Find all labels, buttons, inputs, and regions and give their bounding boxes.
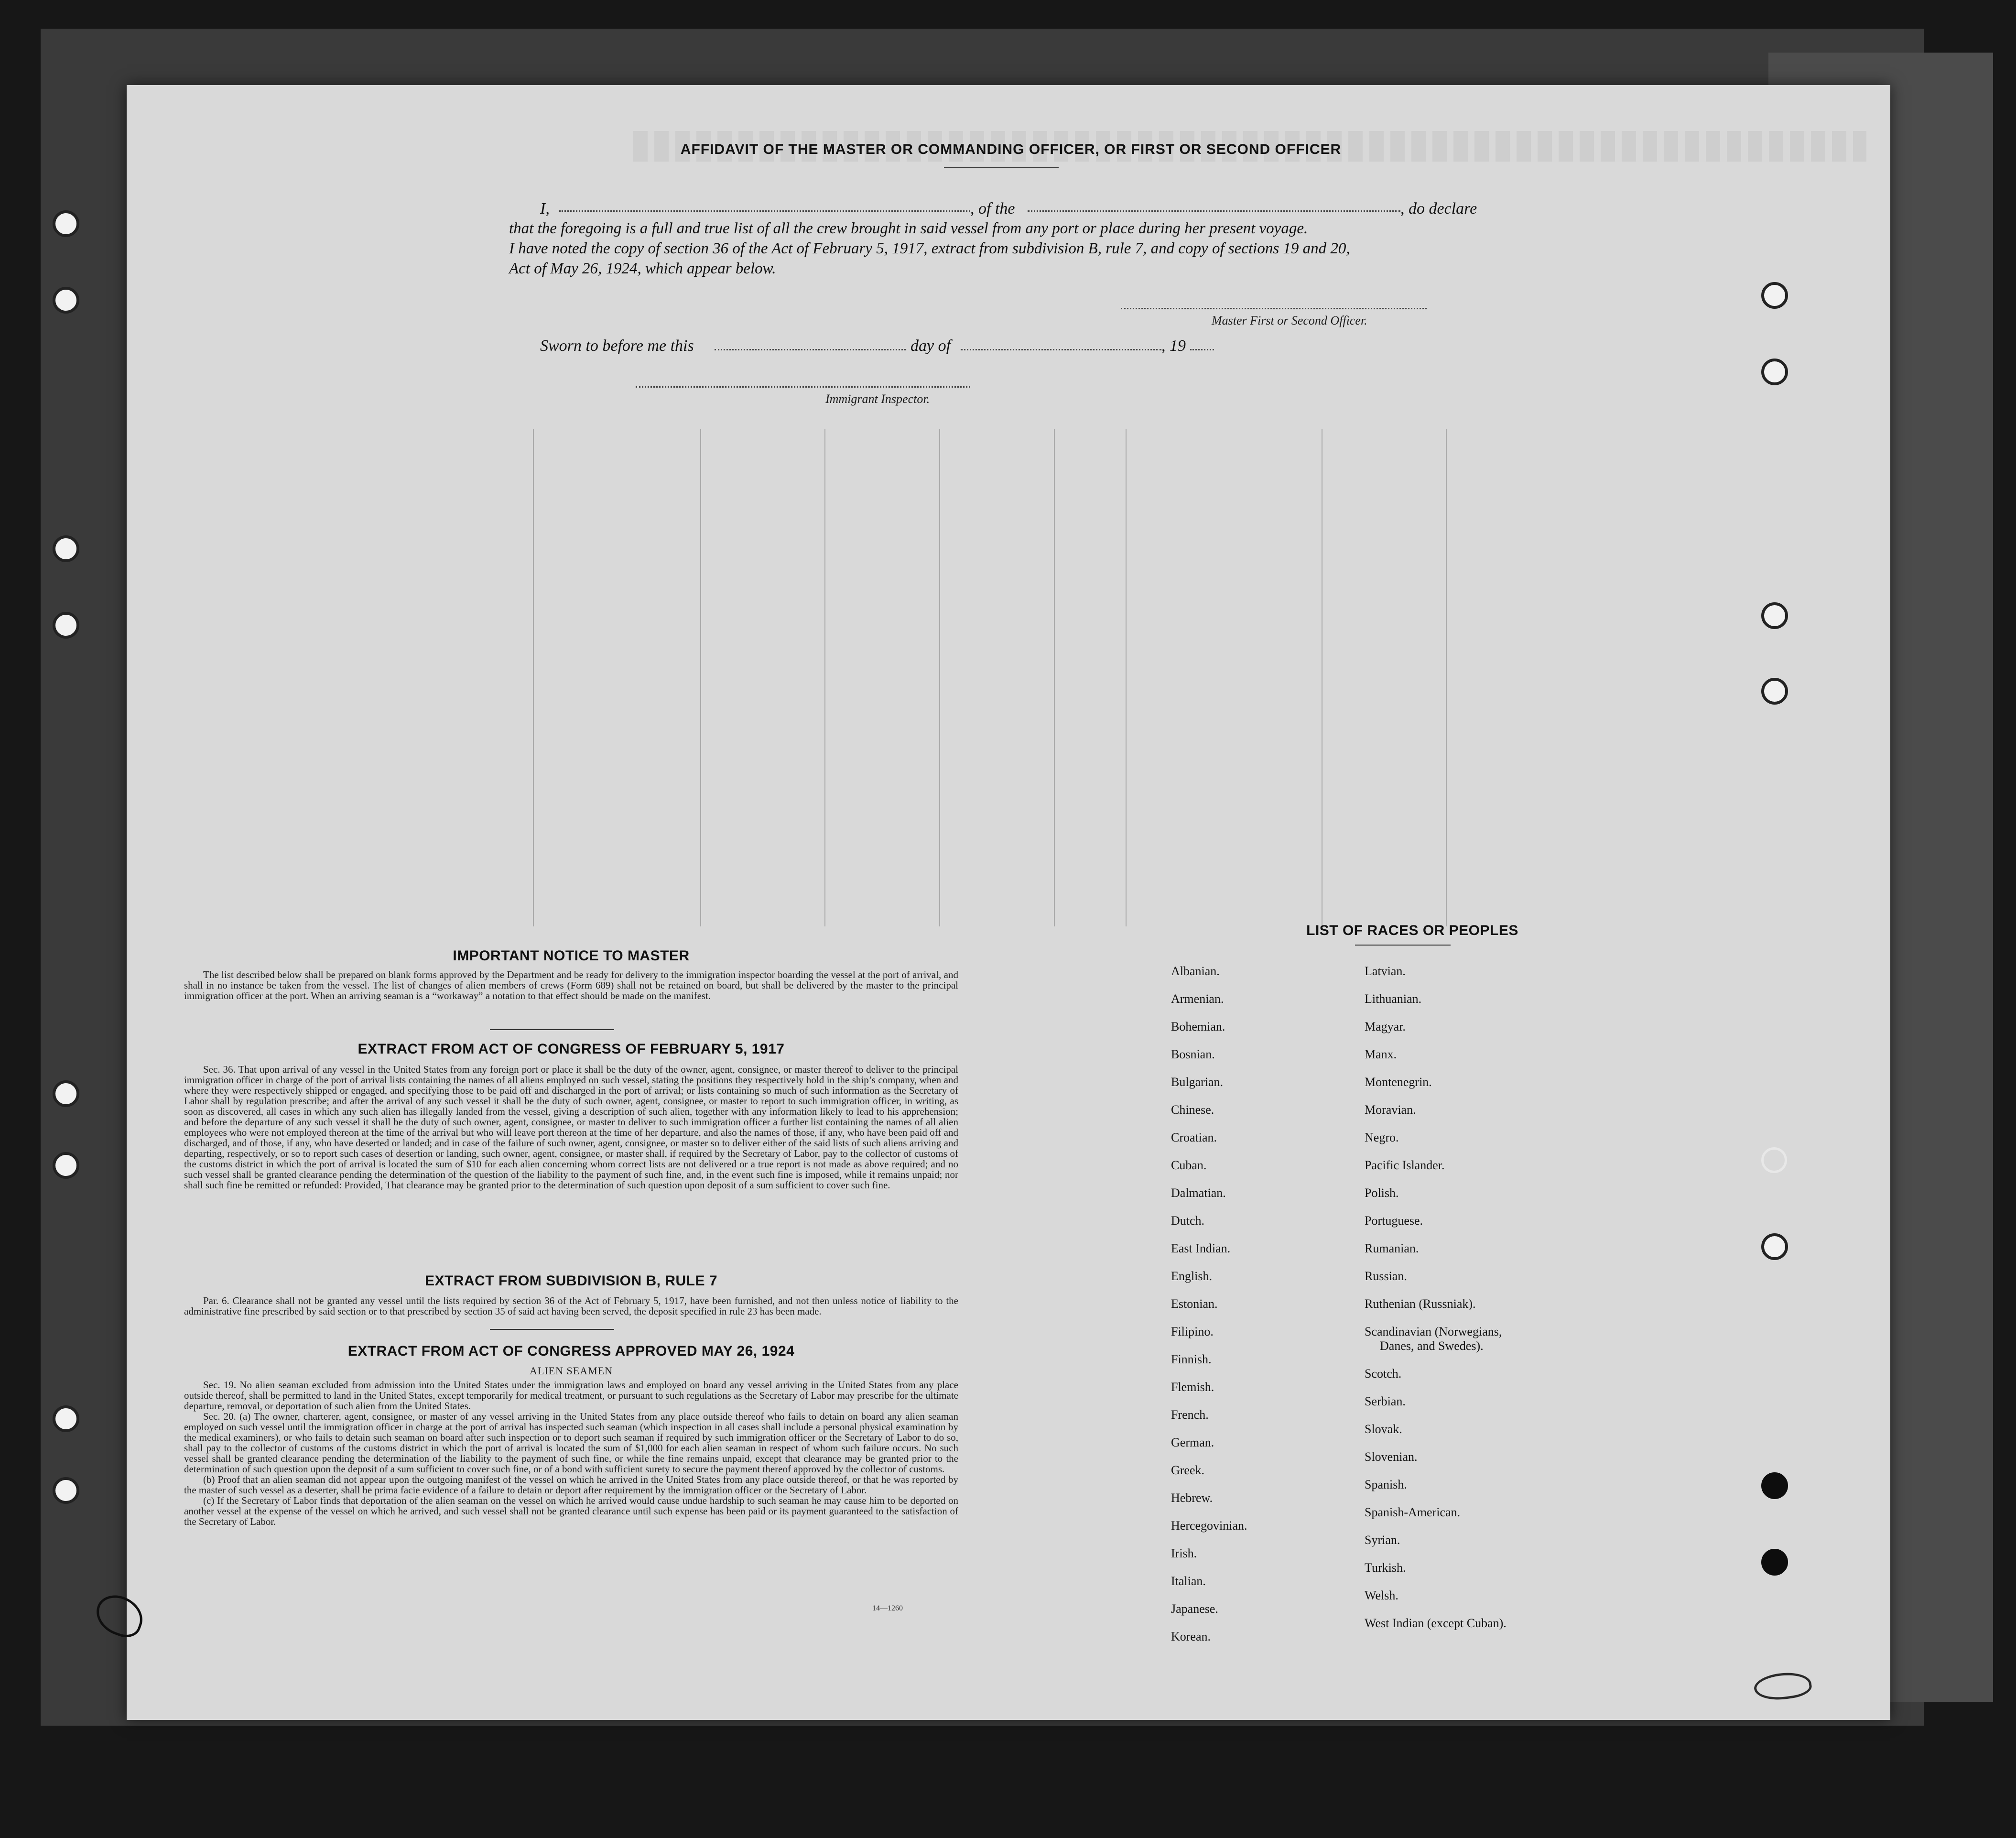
race-entry: Estonian. — [1171, 1297, 1218, 1311]
master-signature-line[interactable] — [1121, 308, 1427, 309]
race-entry: Bohemian. — [1171, 1020, 1225, 1033]
ghost-column-line — [1446, 429, 1447, 926]
vessel-blank[interactable] — [1028, 210, 1400, 212]
race-entry: Pacific Islander. — [1365, 1158, 1445, 1172]
race-entry: French. — [1171, 1408, 1209, 1422]
ghost-column-line — [533, 429, 534, 926]
extract-1917-body — [184, 1064, 958, 1190]
race-entry: Hercegovinian. — [1171, 1519, 1247, 1533]
title-rule — [944, 167, 1059, 168]
race-entry: Croatian. — [1171, 1131, 1217, 1144]
race-entry: Greek. — [1171, 1463, 1205, 1477]
race-entry: Spanish. — [1365, 1478, 1407, 1491]
affidavit-i: I, — [540, 200, 550, 218]
alien-seamen-subtitle: ALIEN SEAMEN — [530, 1365, 613, 1377]
sworn-prefix: Sworn to before me this — [540, 337, 694, 355]
race-entry: Magyar. — [1365, 1020, 1406, 1033]
sworn-year: , 19 — [1161, 337, 1186, 355]
ghost-column-line — [700, 429, 701, 926]
extract-1924-body — [184, 1380, 958, 1527]
manifest-page — [127, 85, 1890, 1720]
punch-hole — [1761, 1233, 1788, 1260]
master-signature-label: Master First or Second Officer. — [1212, 314, 1367, 327]
race-entry: Dalmatian. — [1171, 1186, 1226, 1200]
inspector-signature-line[interactable] — [636, 386, 970, 388]
punch-hole — [53, 1477, 79, 1504]
inspector-label: Immigrant Inspector. — [825, 392, 930, 406]
race-entry: Polish. — [1365, 1186, 1399, 1200]
race-entry: Bosnian. — [1171, 1047, 1215, 1061]
ghost-column-line — [1054, 429, 1055, 926]
sworn-year-blank[interactable] — [1190, 349, 1214, 350]
punch-hole — [53, 1405, 79, 1432]
rule-7-title: EXTRACT FROM SUBDIVISION B, RULE 7 — [424, 1273, 718, 1289]
sworn-day-blank[interactable] — [715, 349, 906, 350]
rule-7-body — [184, 1295, 958, 1316]
affidavit-line-4: Act of May 26, 1924, which appear below. — [509, 260, 776, 277]
race-entry: Turkish. — [1365, 1561, 1406, 1575]
race-entry: Welsh. — [1365, 1588, 1398, 1602]
race-entry: Moravian. — [1365, 1103, 1416, 1117]
extract-1917-title: EXTRACT FROM ACT OF CONGRESS OF FEBRUARY 5, 1917 — [358, 1041, 785, 1057]
section-20c-paragraph: (c) If the Secretary of Labor finds that deportation of the alien seaman on the vessel on which he arrived would cause undue hardship to such seaman he may cause him to be deported on another vessel at the expense of the vessel on which he arrived, and such vessel shall not be granted clearance until such expense has been paid or its payment guaranteed to the satisfaction of the Secretary of Labor. — [184, 1495, 958, 1527]
race-entry: West Indian (except Cuban). — [1365, 1616, 1507, 1630]
race-entry: East Indian. — [1171, 1241, 1231, 1255]
races-left-column — [1171, 957, 1247, 1651]
race-entry: Dutch. — [1171, 1214, 1205, 1228]
race-entry: Albanian. — [1171, 964, 1220, 978]
ghost-column-line — [939, 429, 940, 926]
punch-hole — [53, 612, 79, 639]
race-entry: Serbian. — [1365, 1394, 1406, 1408]
punch-hole — [1761, 1472, 1788, 1499]
race-entry: Bulgarian. — [1171, 1075, 1224, 1089]
races-right-column — [1365, 957, 1507, 1637]
races-title: LIST OF RACES OR PEOPLES — [1306, 923, 1518, 938]
section-19-paragraph: Sec. 19. No alien seaman excluded from admission into the United States under the immigration laws and employed on board any vessel arriving in the United States from any place outside thereof, shall be permitted to land in the United States, except temporarily for medical treatment, or pursuant to such regulations as the Secretary of Labor may prescribe for the ultimate departure, removal, or deportation of such alien from the United States. — [184, 1379, 958, 1412]
affidavit-line-3: I have noted the copy of section 36 of the Act of February 5, 1917, extract from subdivision B, rule 7, and copy of sections 19 and 20, — [509, 240, 1350, 257]
affidavit-line-2: that the foregoing is a full and true list of all the crew brought in said vessel from any port or place during her present voyage. — [509, 220, 1308, 237]
race-entry: Irish. — [1171, 1546, 1197, 1560]
section-36-paragraph: Sec. 36. That upon arrival of any vessel in the United States from any foreign port or place it shall be the duty of the owner, agent, consignee, or master thereof to deliver to the principal immigration officer in charge of the port of arrival lists containing the names of all aliens employed on such vessel, stating the positions they respectively hold in the ship’s company, when and where they were respectively shipped or engaged, and specifying those to be paid off and discharged in the port of arrival; or lists containing so much of such information as the Secretary of Labor shall by regulation prescribe; and after the arrival of any such vessel it shall be the duty of such owner, agent, consignee, or master to report to such immigration officer, in writing, as soon as discovered, all cases in which any such alien has illegally landed from the vessel, giving a description of such alien, together with any information likely to lead to his apprehension; and before the departure of any such vessel it shall be the duty of such owner, agent, consignee, or master to deliver to such immigration officer a further list containing the names of all alien employees who were not employed thereon at the time of the arrival but who will leave port thereon at the time of her departure, and also the names of those, if any, who have been paid off and discharged, and of those, if any, who have deserted or landed; and in case of the failure of such owner, agent, consignee, or master so to deliver either of the said lists of such aliens arriving and departing, respectively, or so to report such cases of desertion or landing, such owner, agent, consignee, or master shall, if required by the Secretary of Labor, pay to the collector of customs of the customs district in which the port of arrival is located the sum of $10 for each alien concerning whom correct lists are not delivered or a true report is not made as above required; and no such vessel shall be granted clearance pending the determination of the question of the liability to the payment of such fine, and, in the event such fine is imposed, while it remains unpaid; nor shall such fine be remitted or refunded: Provided, That clearance may be granted prior to the determination of such question upon deposit of a sum sufficient to cover such fine. — [184, 1064, 958, 1191]
notice-paragraph: The list described below shall be prepared on blank forms approved by the Department and be ready for delivery to the immigration inspector boarding the vessel at the port of arrival, and shall in no instance be taken from the vessel. The list of changes of alien members of crews (Form 689) shall not be retained on board, but shall be delivered by the master to the principal immigration officer at the port. When an arriving seaman is a “workaway” a notation to that effect should be made on the manifest. — [184, 969, 958, 1001]
name-blank[interactable] — [559, 210, 970, 212]
sworn-day-of: day of — [910, 337, 951, 355]
race-entry: Syrian. — [1365, 1533, 1400, 1547]
race-entry: Russian. — [1365, 1269, 1407, 1283]
race-entry: Manx. — [1365, 1047, 1397, 1061]
race-entry: Flemish. — [1171, 1380, 1214, 1394]
race-entry: Filipino. — [1171, 1325, 1214, 1338]
race-entry: Lithuanian. — [1365, 992, 1422, 1006]
punch-hole — [1761, 359, 1788, 385]
race-entry: German. — [1171, 1436, 1214, 1449]
affidavit-of-the: , of the — [970, 200, 1015, 218]
race-entry: Japanese. — [1171, 1602, 1218, 1616]
punch-hole — [1761, 282, 1788, 309]
punch-hole — [1761, 1549, 1788, 1576]
section-rule — [490, 1029, 614, 1030]
race-entry: Spanish-American. — [1365, 1505, 1461, 1519]
punch-hole — [53, 1080, 79, 1107]
race-entry: Montenegrin. — [1365, 1075, 1432, 1089]
ghost-column-line — [1126, 429, 1127, 926]
race-entry: Danes, and Swedes). — [1380, 1339, 1484, 1353]
punch-hole — [53, 287, 79, 314]
punch-hole — [1761, 1147, 1787, 1173]
section-20b-paragraph: (b) Proof that an alien seaman did not appear upon the outgoing manifest of the vessel on which he arrived in the United States from any place outside thereof, or that he was reported by the master of such vessel as a deserter, shall be prima facie evidence of a failure to detain or deport after requirement by the immigration officer or the Secretary of Labor. — [184, 1474, 958, 1496]
race-entry: Cuban. — [1171, 1158, 1207, 1172]
race-entry: Korean. — [1171, 1630, 1211, 1643]
ghost-column-line — [824, 429, 825, 926]
extract-1924-title: EXTRACT FROM ACT OF CONGRESS APPROVED MAY 26, 1924 — [347, 1343, 795, 1359]
races-rule — [1355, 945, 1451, 946]
race-entry: Chinese. — [1171, 1103, 1214, 1117]
race-entry: Portuguese. — [1365, 1214, 1423, 1228]
race-entry: Italian. — [1171, 1574, 1206, 1588]
form-number: 14—1260 — [872, 1604, 903, 1612]
punch-hole — [53, 535, 79, 562]
section-20a-paragraph: Sec. 20. (a) The owner, charterer, agent, consignee, or master of any vessel arriving in the United States from any place outside thereof who fails to detain on board any alien seaman employed on such vessel until the immigration officer in charge at the port of arrival has inspected such seaman (which inspection in all cases shall include a personal physical examination by the medical examiners), or who fails to detain such seaman on board after such inspection or to deport such seaman if required by such immigration officer or the Secretary of Labor to do so, shall pay to the collector of customs of the customs district in which the port of arrival is located the sum of $1,000 for each alien seaman in respect of whom such failure occurs. No such vessel shall be granted clearance pending the determination of the liability to the payment of such fine, or while the fine remains unpaid, except that clearance may be granted prior to the determination of such question upon the deposit of a sum sufficient to cover such fine, or of a bond with sufficient surety to secure the payment thereof approved by the collector of customs. — [184, 1411, 958, 1475]
section-rule — [490, 1329, 614, 1330]
punch-hole — [53, 1152, 79, 1179]
punch-hole — [53, 210, 79, 237]
race-entry: Ruthenian (Russniak). — [1365, 1297, 1476, 1311]
notice-title: IMPORTANT NOTICE TO MASTER — [453, 948, 690, 964]
affidavit-title: AFFIDAVIT OF THE MASTER OR COMMANDING OFFICER, OR FIRST OR SECOND OFFICER — [680, 141, 1342, 157]
race-entry: Armenian. — [1171, 992, 1224, 1006]
race-entry: Negro. — [1365, 1131, 1399, 1144]
race-entry: Latvian. — [1365, 964, 1406, 978]
punch-hole — [1761, 602, 1788, 629]
sworn-month-blank[interactable] — [961, 349, 1161, 350]
race-entry: English. — [1171, 1269, 1212, 1283]
race-entry: Slovenian. — [1365, 1450, 1418, 1464]
race-entry: Scandinavian (Norwegians, — [1365, 1325, 1502, 1338]
race-entry: Finnish. — [1171, 1352, 1212, 1366]
rule-7-paragraph: Par. 6. Clearance shall not be granted any vessel until the lists required by section 36 of the Act of February 5, 1917, have been furnished, and not then unless notice of liability to the administrative fine prescribed by said section or to that prescribed by section 35 of said act having been served, the deposit specified in rule 23 has been made. — [184, 1295, 958, 1317]
race-entry: Scotch. — [1365, 1367, 1402, 1381]
punch-hole — [1761, 678, 1788, 705]
notice-body — [184, 969, 958, 1001]
race-entry: Slovak. — [1365, 1422, 1402, 1436]
race-entry: Hebrew. — [1171, 1491, 1213, 1505]
affidavit-do-declare: , do declare — [1400, 200, 1477, 218]
race-entry: Rumanian. — [1365, 1241, 1419, 1255]
